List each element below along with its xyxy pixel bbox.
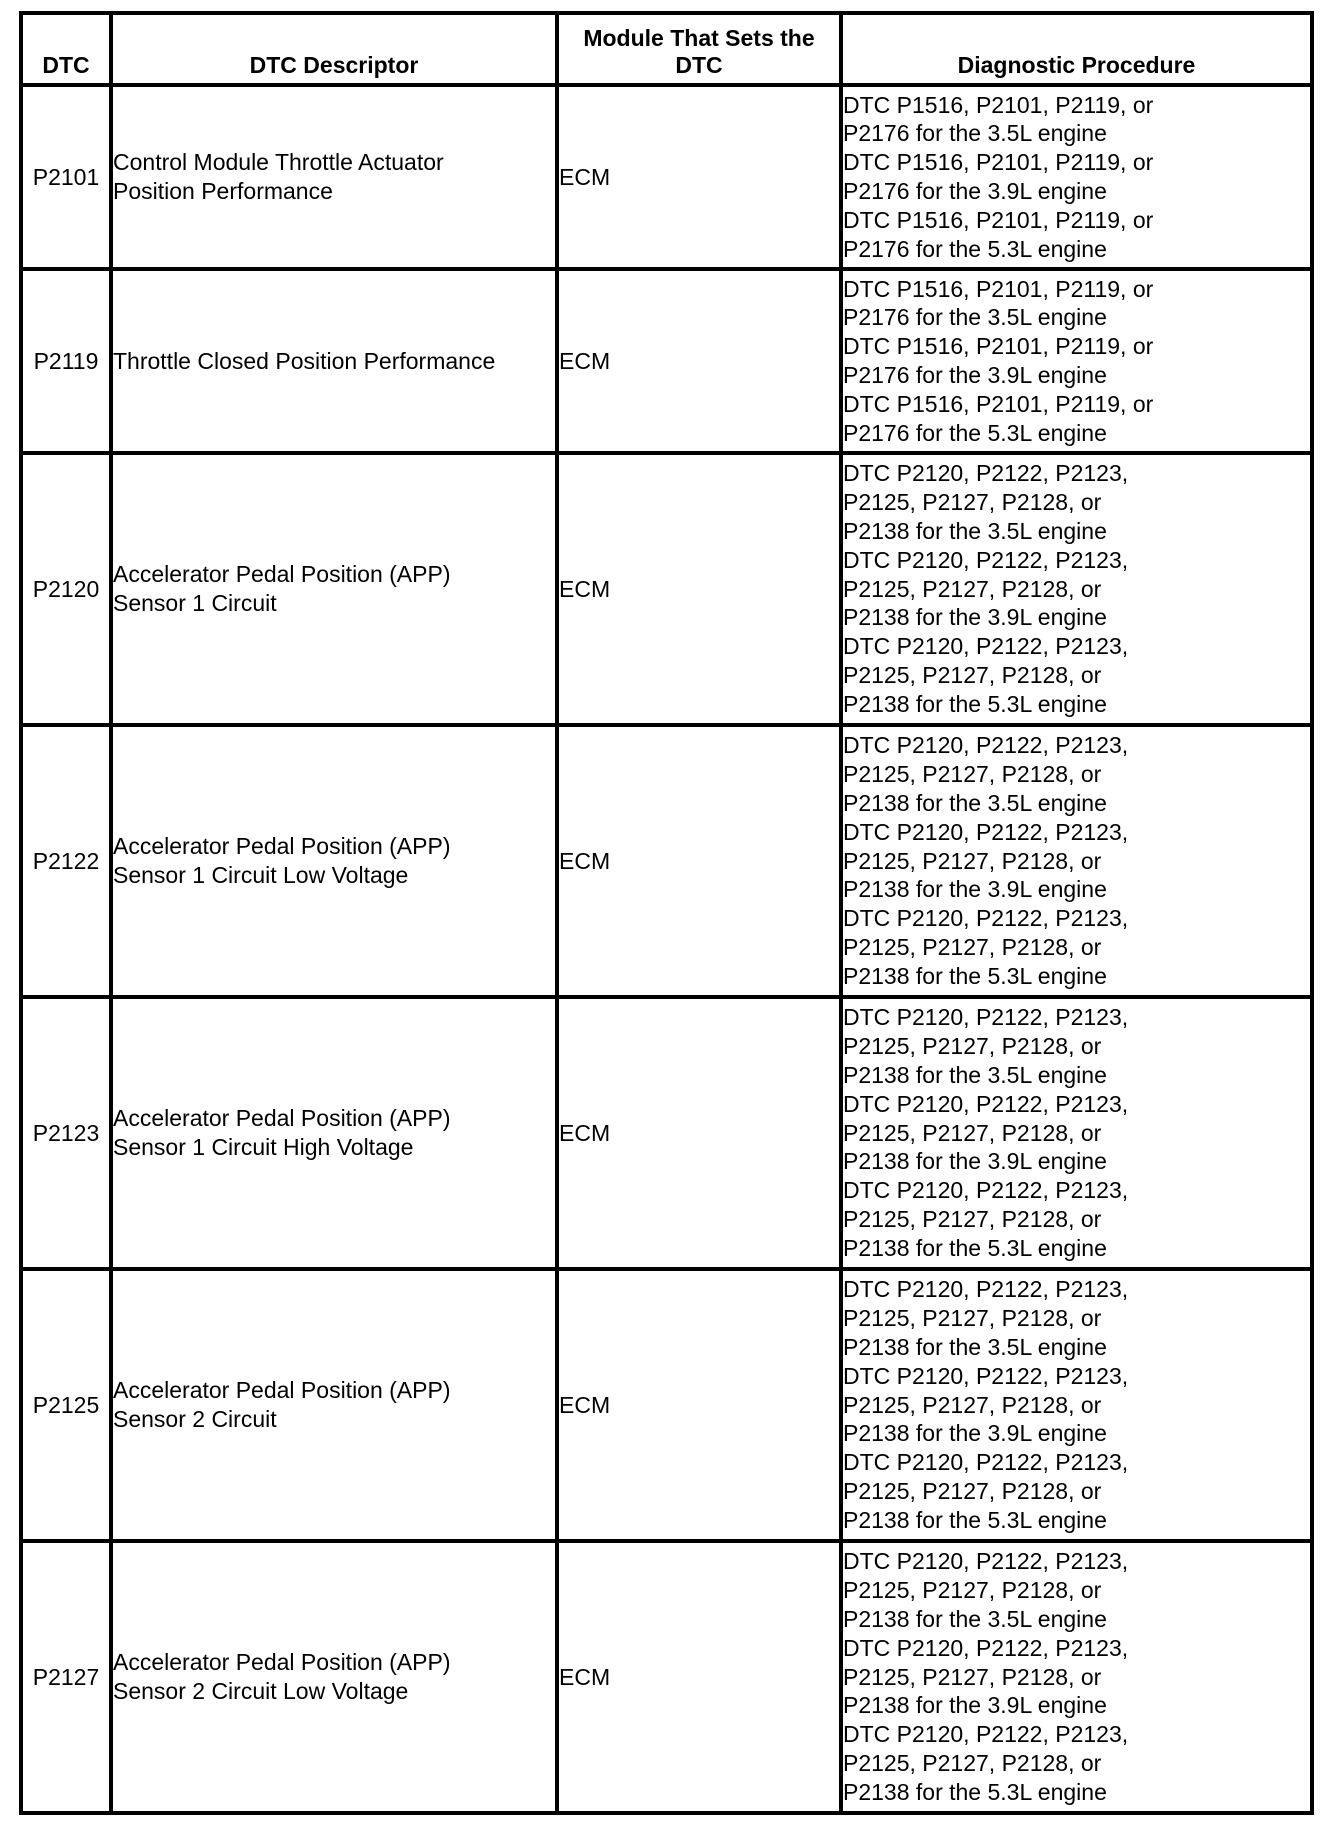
procedure-line: P2138 for the 5.3L engine bbox=[843, 1234, 1107, 1261]
procedure-line: DTC P2120, P2122, P2123, bbox=[843, 1449, 1129, 1476]
table-body bbox=[21, 85, 1312, 1813]
procedure-line: P2138 for the 5.3L engine bbox=[843, 962, 1107, 989]
header-dtc: DTC bbox=[21, 13, 111, 85]
table-row bbox=[21, 453, 1312, 725]
descriptor-line: Control Module Throttle Actuator bbox=[113, 149, 444, 176]
dtc-descriptor-cell bbox=[111, 453, 557, 725]
procedure-line: P2138 for the 3.9L engine bbox=[843, 1692, 1107, 1719]
header-row bbox=[21, 13, 1312, 85]
procedure-line: P2125, P2127, P2128, or bbox=[843, 1577, 1102, 1604]
table-row bbox=[21, 997, 1312, 1269]
procedure-line: DTC P2120, P2122, P2123, bbox=[843, 1548, 1129, 1575]
procedure-line: P2138 for the 3.5L engine bbox=[843, 1334, 1107, 1360]
procedure-line: P2138 for the 3.5L engine bbox=[843, 518, 1107, 544]
dtc-code-cell: P2101 bbox=[21, 85, 111, 269]
procedure-line: DTC P2120, P2122, P2123, bbox=[843, 905, 1129, 932]
procedure-line: P2138 for the 5.3L engine bbox=[843, 1778, 1107, 1805]
module-cell: ECM bbox=[557, 1269, 841, 1541]
procedure-line: P2125, P2127, P2128, or bbox=[843, 1477, 1102, 1504]
diagnostic-procedure-cell bbox=[841, 85, 1312, 269]
descriptor-line: Sensor 2 Circuit Low Voltage bbox=[113, 1678, 409, 1704]
procedure-line: DTC P1516, P2101, P2119, or bbox=[843, 333, 1154, 360]
dtc-descriptor-cell bbox=[111, 269, 557, 453]
header-descriptor: DTC Descriptor bbox=[111, 13, 557, 85]
procedure-line: DTC P2120, P2122, P2123, bbox=[843, 633, 1129, 660]
procedure-line: DTC P2120, P2122, P2123, bbox=[843, 732, 1129, 759]
diagnostic-procedure-cell bbox=[841, 997, 1312, 1269]
module-cell: ECM bbox=[557, 997, 841, 1269]
procedure-line: DTC P1516, P2101, P2119, or bbox=[843, 206, 1154, 233]
dtc-descriptor-cell bbox=[111, 725, 557, 997]
procedure-line: P2125, P2127, P2128, or bbox=[843, 1119, 1102, 1146]
module-cell: ECM bbox=[557, 85, 841, 269]
procedure-line: DTC P2120, P2122, P2123, bbox=[843, 546, 1129, 573]
procedure-line: P2138 for the 5.3L engine bbox=[843, 1506, 1107, 1533]
header-module-line1: Module That Sets the bbox=[583, 25, 815, 51]
procedure-line: DTC P1516, P2101, P2119, or bbox=[843, 91, 1154, 118]
descriptor-line: Accelerator Pedal Position (APP) bbox=[113, 1649, 451, 1676]
diagnostic-procedure-cell bbox=[841, 1269, 1312, 1541]
procedure-line: P2125, P2127, P2128, or bbox=[843, 933, 1102, 960]
table-row bbox=[21, 85, 1312, 269]
table-row bbox=[21, 1269, 1312, 1541]
dtc-descriptor-cell bbox=[111, 997, 557, 1269]
dtc-code-cell: P2119 bbox=[21, 269, 111, 453]
descriptor-line: Sensor 1 Circuit bbox=[113, 590, 277, 616]
diagnostic-procedure-cell bbox=[841, 725, 1312, 997]
procedure-line: P2125, P2127, P2128, or bbox=[843, 1033, 1102, 1060]
header-module-line2: DTC bbox=[675, 52, 723, 78]
dtc-code-cell: P2123 bbox=[21, 997, 111, 1269]
procedure-line: P2125, P2127, P2128, or bbox=[843, 575, 1102, 602]
procedure-line: P2125, P2127, P2128, or bbox=[843, 761, 1102, 788]
diagnostic-procedure-cell bbox=[841, 269, 1312, 453]
procedure-line: P2176 for the 3.9L engine bbox=[843, 178, 1107, 204]
procedure-line: DTC P2120, P2122, P2123, bbox=[843, 1276, 1129, 1303]
procedure-line: DTC P2120, P2122, P2123, bbox=[843, 460, 1129, 487]
header-module bbox=[557, 13, 841, 85]
diagnostic-procedure-cell bbox=[841, 453, 1312, 725]
procedure-line: DTC P1516, P2101, P2119, or bbox=[843, 390, 1154, 417]
module-cell: ECM bbox=[557, 453, 841, 725]
procedure-line: P2138 for the 3.5L engine bbox=[843, 1606, 1107, 1632]
procedure-line: DTC P2120, P2122, P2123, bbox=[843, 1090, 1129, 1117]
procedure-line: P2125, P2127, P2128, or bbox=[843, 489, 1102, 516]
procedure-line: P2138 for the 3.5L engine bbox=[843, 1062, 1107, 1088]
procedure-line: DTC P2120, P2122, P2123, bbox=[843, 1634, 1129, 1661]
descriptor-line: Accelerator Pedal Position (APP) bbox=[113, 1105, 451, 1132]
procedure-line: DTC P2120, P2122, P2123, bbox=[843, 1721, 1129, 1748]
dtc-descriptor-cell bbox=[111, 1541, 557, 1813]
procedure-line: P2125, P2127, P2128, or bbox=[843, 1305, 1102, 1332]
procedure-line: P2125, P2127, P2128, or bbox=[843, 1749, 1102, 1776]
descriptor-line: Accelerator Pedal Position (APP) bbox=[113, 1377, 451, 1404]
descriptor-line: Sensor 1 Circuit Low Voltage bbox=[113, 862, 409, 888]
procedure-line: DTC P1516, P2101, P2119, or bbox=[843, 149, 1154, 176]
procedure-line: P2138 for the 3.9L engine bbox=[843, 604, 1107, 631]
dtc-code-cell: P2120 bbox=[21, 453, 111, 725]
procedure-line: P2138 for the 3.5L engine bbox=[843, 790, 1107, 816]
descriptor-line: Position Performance bbox=[113, 178, 333, 204]
dtc-table bbox=[19, 11, 1314, 1815]
dtc-descriptor-cell bbox=[111, 85, 557, 269]
procedure-line: P2176 for the 5.3L engine bbox=[843, 235, 1107, 262]
procedure-line: P2125, P2127, P2128, or bbox=[843, 1391, 1102, 1418]
procedure-line: DTC P2120, P2122, P2123, bbox=[843, 1362, 1129, 1389]
table-row bbox=[21, 269, 1312, 453]
module-cell: ECM bbox=[557, 1541, 841, 1813]
dtc-descriptor-cell bbox=[111, 1269, 557, 1541]
descriptor-line: Sensor 2 Circuit bbox=[113, 1406, 277, 1432]
dtc-code-cell: P2127 bbox=[21, 1541, 111, 1813]
dtc-code-cell: P2125 bbox=[21, 1269, 111, 1541]
module-cell: ECM bbox=[557, 725, 841, 997]
descriptor-line: Accelerator Pedal Position (APP) bbox=[113, 833, 451, 860]
module-cell: ECM bbox=[557, 269, 841, 453]
descriptor-line: Throttle Closed Position Performance bbox=[113, 347, 496, 374]
procedure-line: DTC P2120, P2122, P2123, bbox=[843, 1177, 1129, 1204]
procedure-line: P2138 for the 5.3L engine bbox=[843, 690, 1107, 717]
diagnostic-procedure-cell bbox=[841, 1541, 1312, 1813]
dtc-code-cell: P2122 bbox=[21, 725, 111, 997]
procedure-line: P2176 for the 3.5L engine bbox=[843, 120, 1107, 147]
table-header bbox=[21, 13, 1312, 85]
descriptor-line: Accelerator Pedal Position (APP) bbox=[113, 561, 451, 588]
procedure-line: P2176 for the 5.3L engine bbox=[843, 419, 1107, 446]
table-row bbox=[21, 1541, 1312, 1813]
procedure-line: P2125, P2127, P2128, or bbox=[843, 661, 1102, 688]
table-row bbox=[21, 725, 1312, 997]
procedure-line: P2125, P2127, P2128, or bbox=[843, 1663, 1102, 1690]
header-procedure: Diagnostic Procedure bbox=[841, 13, 1312, 85]
procedure-line: P2125, P2127, P2128, or bbox=[843, 847, 1102, 874]
procedure-line: DTC P2120, P2122, P2123, bbox=[843, 818, 1129, 845]
procedure-line: DTC P2120, P2122, P2123, bbox=[843, 1004, 1129, 1031]
procedure-line: P2138 for the 3.9L engine bbox=[843, 876, 1107, 903]
procedure-line: DTC P1516, P2101, P2119, or bbox=[843, 275, 1154, 302]
procedure-line: P2176 for the 3.5L engine bbox=[843, 304, 1107, 331]
descriptor-line: Sensor 1 Circuit High Voltage bbox=[113, 1134, 414, 1160]
procedure-line: P2125, P2127, P2128, or bbox=[843, 1205, 1102, 1232]
procedure-line: P2176 for the 3.9L engine bbox=[843, 362, 1107, 388]
procedure-line: P2138 for the 3.9L engine bbox=[843, 1420, 1107, 1447]
procedure-line: P2138 for the 3.9L engine bbox=[843, 1148, 1107, 1175]
